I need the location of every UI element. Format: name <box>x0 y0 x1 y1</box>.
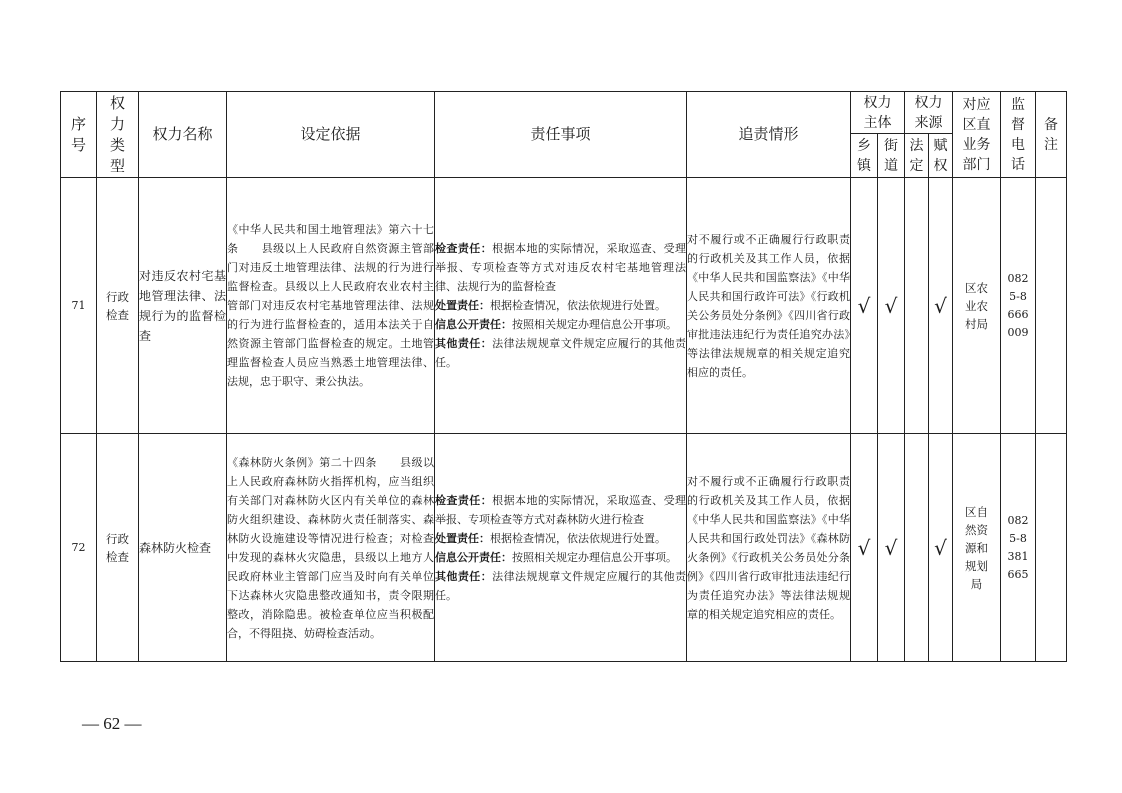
duty-handling <box>435 296 686 315</box>
check-town: √ <box>851 178 878 434</box>
duty-label: 信息公开责任： <box>435 550 512 564</box>
duty-label: 处置责任： <box>435 299 490 312</box>
duty-text: 根据本地的实际情况，采取巡查、受理举报、专项检查等方式对森林防火进行检查 <box>435 493 687 526</box>
duty-inspection <box>435 491 686 529</box>
duty-other <box>435 567 686 605</box>
row-supervision-phone: 082 5-8 666 009 <box>1001 178 1036 434</box>
row-remark <box>1036 434 1067 662</box>
duty-label: 处置责任： <box>435 531 490 545</box>
header-seq: 序 号 <box>61 92 97 178</box>
header-source-granted: 赋 权 <box>929 134 953 178</box>
header-legal-basis: 设定依据 <box>227 92 435 178</box>
check-legal <box>905 178 929 434</box>
row-department: 区自 然资 源和 规划 局 <box>953 434 1001 662</box>
duty-label: 其他责任： <box>435 337 493 350</box>
check-granted: √ <box>929 434 953 662</box>
check-legal <box>905 434 929 662</box>
duty-label: 信息公开责任： <box>435 318 512 331</box>
duty-text: 根据本地的实际情况，采取巡查、受理举报、专项检查等方式对违反农村宅基地管理法律、法规行为的监督检查 <box>435 242 687 293</box>
header-subject-street: 街 道 <box>878 134 905 178</box>
check-granted: √ <box>929 178 953 434</box>
header-remark: 备 注 <box>1036 92 1067 178</box>
duty-label: 检查责任： <box>435 493 493 507</box>
duty-text: 按照相关规定办理信息公开事项。 <box>512 318 677 331</box>
duty-text: 按照相关规定办理信息公开事项。 <box>512 550 677 564</box>
row-seq: 71 <box>61 178 97 434</box>
row-power-name: 森林防火检查 <box>139 434 227 662</box>
header-source-legal: 法 定 <box>905 134 929 178</box>
row-accountability: 对不履行或不正确履行行政职责的行政机关及其工作人员，依据《中华人民共和国监察法》《中华人民共和国行政许可法》《行政机关公务员处分条例》《四川省行政审批违法违纪行为责任追究办法》等法律法规规章的相关规定追究相应的责任。 <box>687 178 851 434</box>
check-town: √ <box>851 434 878 662</box>
row-duties <box>435 178 687 434</box>
duty-text: 根据检查情况，依法依规进行处置。 <box>490 531 666 545</box>
row-accountability: 对不履行或不正确履行行政职责的行政机关及其工作人员，依据《中华人民共和国监察法》《中华人民共和国行政处罚法》《森林防火条例》《行政机关公务员处分条例》《四川省行政审批违法违纪行为责任追究办法》等法律法规规章的相关规定追究相应的责任。 <box>687 434 851 662</box>
duty-disclosure <box>435 315 686 334</box>
row-duties <box>435 434 687 662</box>
duty-handling <box>435 529 686 548</box>
table-row <box>61 434 1067 662</box>
duty-other <box>435 334 686 372</box>
duty-label: 检查责任： <box>435 242 493 255</box>
row-remark <box>1036 178 1067 434</box>
header-accountability: 追责情形 <box>687 92 851 178</box>
row-power-name: 对违反农村宅基地管理法律、法规行为的监督检查 <box>139 178 227 434</box>
duty-disclosure <box>435 548 686 567</box>
header-power-subject: 权力 主体 <box>851 92 905 134</box>
page-number: — 62 — <box>82 714 142 733</box>
duty-text: 根据检查情况，依法依规进行处置。 <box>490 299 666 312</box>
header-power-type: 权 力 类 型 <box>97 92 139 178</box>
header-department: 对应 区直 业务 部门 <box>953 92 1001 178</box>
header-duties: 责任事项 <box>435 92 687 178</box>
header-supervision-phone: 监 督 电 话 <box>1001 92 1036 178</box>
row-department: 区农 业农 村局 <box>953 178 1001 434</box>
duty-text: 法律法规规章文件规定应履行的其他责任。 <box>435 337 687 369</box>
row-supervision-phone: 082 5-8 381 665 <box>1001 434 1036 662</box>
header-power-name: 权力名称 <box>139 92 227 178</box>
row-power-type: 行政 检查 <box>97 434 139 662</box>
row-seq: 72 <box>61 434 97 662</box>
check-street: √ <box>878 434 905 662</box>
row-legal-basis: 《森林防火条例》第二十四条 县级以上人民政府森林防火指挥机构，应当组织有关部门对森林防火区内有关单位的森林防火组织建设、森林防火责任制落实、森林防火设施建设等情况进行检查；对检查中发现的森林火灾隐患，县级以上地方人民政府林业主管部门应当及时向有关单位下达森林火灾隐患整改通知书，责令限期整改，消除隐患。被检查单位应当积极配合，不得阻挠、妨碍检查活动。 <box>227 434 435 662</box>
duty-label: 其他责任： <box>435 569 493 583</box>
row-power-type: 行政 检查 <box>97 178 139 434</box>
header-power-source: 权力 来源 <box>905 92 953 134</box>
row-legal-basis: 《中华人民共和国土地管理法》第六十七条 县级以上人民政府自然资源主管部门对违反土地管理法律、法规的行为进行监督检查。县级以上人民政府农业农村主管部门对违反农村宅基地管理法律、法规的行为进行监督检查的，适用本法关于自然资源主管部门监督检查的规定。土地管理监督检查人员应当熟悉土地管理法律、法规，忠于职守、秉公执法。 <box>227 178 435 434</box>
check-street: √ <box>878 178 905 434</box>
duty-inspection <box>435 239 686 296</box>
table-row <box>61 178 1067 434</box>
header-subject-town: 乡 镇 <box>851 134 878 178</box>
power-list-table <box>60 91 1067 662</box>
duty-text: 法律法规规章文件规定应履行的其他责任。 <box>435 569 687 602</box>
